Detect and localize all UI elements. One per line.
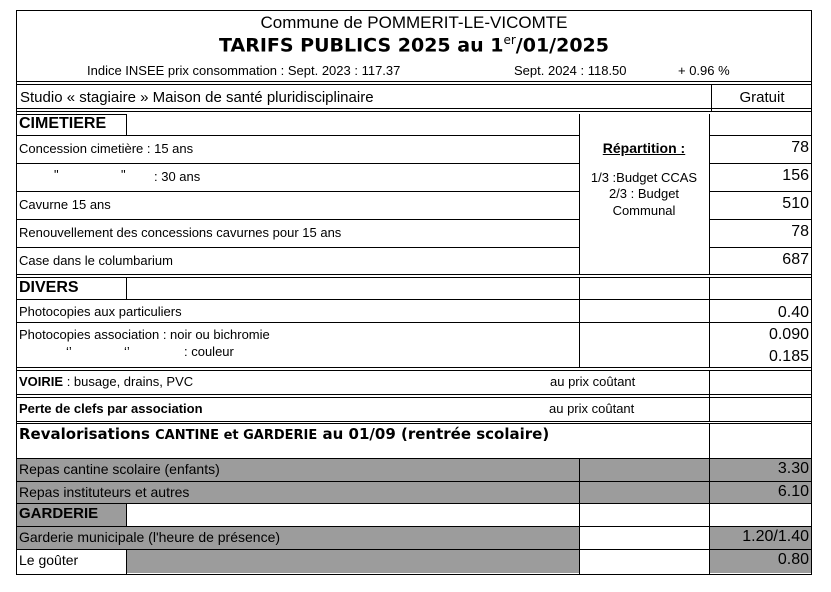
garderie-rule-2 xyxy=(16,549,812,550)
studio-label: Studio « stagiaire » Maison de santé pluridisciplinaire xyxy=(20,89,374,106)
cim-rule-5 xyxy=(16,247,579,248)
voirie-col-divider xyxy=(709,370,710,422)
cim-rule-1 xyxy=(16,135,579,136)
shade-cantine-mid xyxy=(579,458,709,481)
photocopies-association-label: Photocopies association : noir ou bichromie xyxy=(19,327,270,342)
page-title xyxy=(16,33,812,56)
divers-bottom-1 xyxy=(16,367,812,368)
cantine-rule-1 xyxy=(16,458,812,459)
frame-left xyxy=(16,10,17,575)
cim-row-concession-15-label: Concession cimetière : 15 ans xyxy=(19,141,194,156)
gouter-divider xyxy=(126,549,127,575)
photocopies-couleur-label: : couleur xyxy=(184,344,234,359)
voirie-label xyxy=(19,374,193,389)
cim-row-cavurne-price: 510 xyxy=(782,195,809,212)
garderie-municipale-price: 1.20/1.40 xyxy=(742,528,809,545)
repartition-communal-1: 2/3 : Budget xyxy=(608,186,680,201)
header-rule-2 xyxy=(16,84,812,85)
cim-rule-3 xyxy=(16,191,579,192)
cimetiere-section-title: CIMETIERE xyxy=(19,115,107,132)
voirie-rule-2 xyxy=(16,397,812,398)
clefs-rule-2 xyxy=(16,423,812,424)
gouter-label: Le goûter xyxy=(19,552,79,568)
studio-price: Gratuit xyxy=(739,89,785,106)
repartition-title: Répartition : xyxy=(602,140,686,156)
tarifs-sheet xyxy=(16,10,812,575)
cantine-enfants-price: 3.30 xyxy=(777,460,809,477)
cantine-heading-2: CANTINE et GARDERIE xyxy=(155,428,318,443)
cantine-col-mid xyxy=(579,458,580,575)
voirie-rule-1 xyxy=(16,394,812,395)
cim-row-concession-30-price: 156 xyxy=(782,167,809,184)
photocopies-ditto-1: ‘’ xyxy=(66,344,72,359)
cantine-rule-3 xyxy=(16,503,812,504)
divers-rule-1 xyxy=(16,299,812,300)
voirie-label-rest: : busage, drains, PVC xyxy=(63,374,194,389)
cantine-rule-2 xyxy=(16,481,812,482)
repartition-ccas: 1/3 :Budget CCAS xyxy=(590,170,698,185)
divers-bottom-2 xyxy=(16,370,812,371)
cim-bottom-2 xyxy=(16,277,812,278)
studio-rule-2 xyxy=(16,111,812,112)
repartition-communal-2: Communal xyxy=(612,203,676,218)
photocopies-particuliers-price: 0.40 xyxy=(777,304,809,321)
cim-price-rule-5 xyxy=(709,247,812,248)
cantine-heading-3: au 01/09 (rentrée scolaire) xyxy=(317,425,550,443)
garderie-municipale-label: Garderie municipale (l'heure de présence) xyxy=(19,529,281,545)
cantine-heading-1: Revalorisations xyxy=(19,425,156,443)
cantine-instituteurs-price: 6.10 xyxy=(777,483,809,500)
photocopies-ditto-2: ‘’ xyxy=(124,344,130,359)
voirie-price: au prix coûtant xyxy=(550,374,636,389)
cim-row-cavurne-label: Cavurne 15 ans xyxy=(19,197,111,212)
garderie-rule-1 xyxy=(16,526,812,527)
commune-name: Commune de POMMERIT-LE-VICOMTE xyxy=(260,13,568,32)
cim-row-renouvellement-price: 78 xyxy=(791,223,809,240)
cantine-enfants-label: Repas cantine scolaire (enfants) xyxy=(19,461,220,477)
indice-label: Indice INSEE prix consommation : Sept. 2023 : 117.37 xyxy=(87,63,401,78)
header-rule-1 xyxy=(16,81,812,82)
divers-header-divider xyxy=(126,277,127,299)
title-sup: er xyxy=(503,33,516,47)
cim-rule-2 xyxy=(16,163,579,164)
voirie-label-bold: VOIRIE xyxy=(19,374,64,389)
cim-row-renouvellement-label: Renouvellement des concessions cavurnes pour 15 ans xyxy=(19,225,342,240)
cim-price-rule-1 xyxy=(709,135,812,136)
cimetiere-header-divider xyxy=(126,114,127,135)
cantine-heading xyxy=(19,425,549,443)
cim-row-concession-15-price: 78 xyxy=(791,139,809,156)
shade-instit-mid xyxy=(579,481,709,503)
clefs-price: au prix coûtant xyxy=(549,401,635,416)
cim-row-columbarium-price: 687 xyxy=(782,251,809,268)
clefs-label: Perte de clefs par association xyxy=(19,401,203,416)
clefs-rule-1 xyxy=(16,421,812,422)
cim-row-columbarium-label: Case dans le columbarium xyxy=(19,253,173,268)
studio-rule-1 xyxy=(16,108,812,109)
garderie-header-divider xyxy=(126,503,127,526)
divers-rule-2 xyxy=(16,322,812,323)
cim-row-ditto-2: " xyxy=(121,167,126,182)
indice-2024: Sept. 2024 : 118.50 xyxy=(514,63,627,78)
title-end: /01/2025 xyxy=(515,34,609,57)
cantine-instituteurs-label: Repas instituteurs et autres xyxy=(19,484,190,500)
shade-gouter-mid xyxy=(126,549,579,573)
divers-section-title: DIVERS xyxy=(19,279,79,296)
cim-col-mid-right xyxy=(709,114,710,274)
title-main: TARIFS PUBLICS 2025 au 1 xyxy=(219,34,504,57)
cim-price-rule-3 xyxy=(709,191,812,192)
garderie-section-title: GARDERIE xyxy=(19,505,99,522)
cim-row-ditto-1: " xyxy=(54,167,59,182)
gouter-price: 0.80 xyxy=(777,551,809,568)
cim-row-concession-30-label: : 30 ans xyxy=(154,169,201,184)
frame-bottom xyxy=(16,574,812,575)
cim-price-rule-4 xyxy=(709,219,812,220)
indice-pct: + 0.96 % xyxy=(678,63,730,78)
cim-price-rule-2 xyxy=(709,163,812,164)
photocopies-noir-price: 0.090 xyxy=(768,326,809,343)
cim-rule-4 xyxy=(16,219,579,220)
photocopies-particuliers-label: Photocopies aux particuliers xyxy=(19,304,182,319)
frame-top xyxy=(16,10,812,11)
photocopies-couleur-price: 0.185 xyxy=(768,348,809,365)
cim-bottom-1 xyxy=(16,274,812,275)
